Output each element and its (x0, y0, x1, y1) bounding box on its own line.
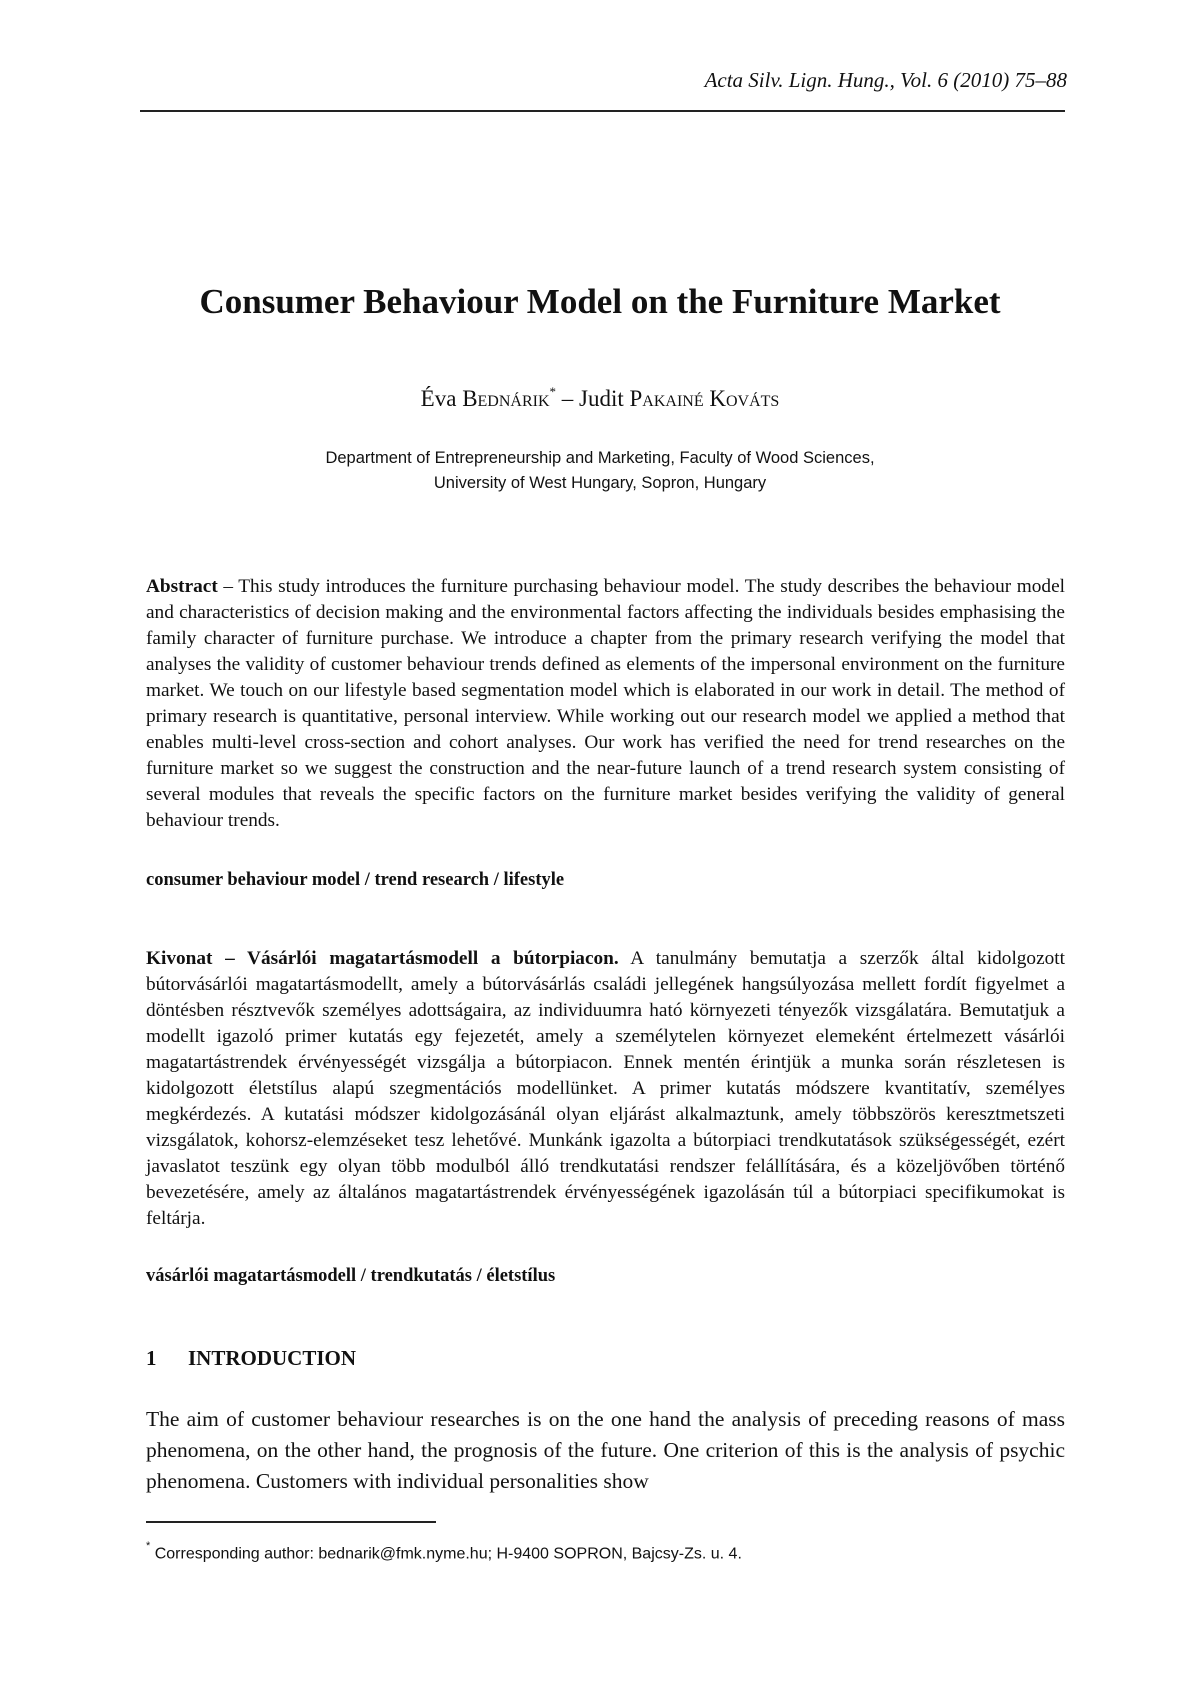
affiliation (0, 446, 1200, 496)
author2-last-name: Pakainé Kováts (629, 386, 780, 411)
affiliation-line-2: University of West Hungary, Sopron, Hungary (433, 474, 767, 492)
kivonat-keywords: vásárlói magatartásmodell / trendkutatás / életstílus (146, 1266, 556, 1286)
footnote (146, 1540, 742, 1563)
abstract (146, 574, 1065, 834)
abstract-lead: Abstract (146, 576, 218, 597)
abstract-text: – This study introduces the furniture purchasing behaviour model. The study describes the behaviour model and characteristics of decision making and the environmental factors affecting the individuals besides emphasising the family character of furniture purchase. We introduce a chapter from the primary research verifying the model that analyses the validity of customer behaviour trends defined as elements of the impersonal environment on the furniture market. We touch on our lifestyle based segmentation model which is elaborated in our work in detail. The method of primary research is quantitative, personal interview. While working out our research model we applied a method that enables multi-level cross-section and cohort analyses. Our work has verified the need for trend researches on the furniture market so we suggest the construction and the near-future launch of a trend research system consisting of several modules that reveals the specific factors on the furniture market besides verifying the validity of general behaviour trends. (146, 576, 1065, 831)
author2-first-name: Judit (579, 386, 630, 411)
introduction-text: The aim of customer behaviour researches is on the one hand the analysis of preceding reasons of mass phenomena, on the other hand, the prognosis of the future. One criterion of this is the analysis of psychic phenomena. Customers with individual personalities show (146, 1407, 1065, 1493)
author-separator: – (556, 386, 580, 411)
corresponding-author-mark: * (549, 384, 557, 399)
abstract-keywords: consumer behaviour model / trend research / lifestyle (146, 870, 565, 890)
journal-reference: Acta Silv. Lign. Hung., Vol. 6 (2010) 75–88 (704, 68, 1067, 92)
footnote-rule (146, 1521, 436, 1523)
footnote-text: Corresponding author: bednarik@fmk.nyme.hu; H-9400 SOPRON, Bajcsy-Zs. u. 4. (150, 1545, 742, 1563)
paper-title: Consumer Behaviour Model on the Furniture Market (199, 282, 1001, 321)
author1-last-name: Bednárik (462, 386, 550, 411)
header-rule (140, 110, 1065, 112)
kivonat (146, 946, 1065, 1232)
section-number: 1 (146, 1346, 157, 1370)
affiliation-line-1: Department of Entrepreneurship and Marketing, Faculty of Wood Sciences, (325, 449, 875, 467)
author1-first-name: Éva (420, 386, 463, 411)
author-line (0, 386, 1200, 412)
section-title: INTRODUCTION (188, 1346, 357, 1370)
footnote-mark: * (146, 1540, 151, 1552)
kivonat-lead: Kivonat – Vásárlói magatartásmodell a bútorpiacon. (146, 948, 619, 969)
kivonat-text: A tanulmány bemutatja a szerzők által kidolgozott bútorvásárlói magatartásmodellt, amely a bútorvásárlás családi jellegének hangsúlyozása mellett fordít figyelmet a döntésben résztvevők személyes adottságaira, az individuumra ható környezeti tényezők vizsgálatára. Bemutatjuk a modellt igazoló primer kutatás egy fejezetét, amely a személytelen környezet elemeként értelmezett vásárlói magatartástrendek érvényességét vizsgálja a bútorpiacon. Ennek mentén érintjük a munka során részletesen is kidolgozott életstílus alapú szegmentációs modellünket. A primer kutatás módszere kvantitatív, személyes megkérdezés. A kutatási módszer kidolgozásánál olyan eljárást alkalmaztunk, amely többszörös keresztmetszeti vizsgálatok, kohorsz-elemzéseket tesz lehetővé. Munkánk igazolta a bútorpiaci trendkutatások szükségességét, ezért javaslatot teszünk egy olyan több modulból álló trendkutatási rendszer felállítására, és a közeljövőben történő bevezetésére, amely az általános magatartástrendek érvényességének igazolásán túl a bútorpiaci specifikumokat is feltárja. (146, 948, 1065, 1229)
section-heading (146, 1346, 356, 1371)
